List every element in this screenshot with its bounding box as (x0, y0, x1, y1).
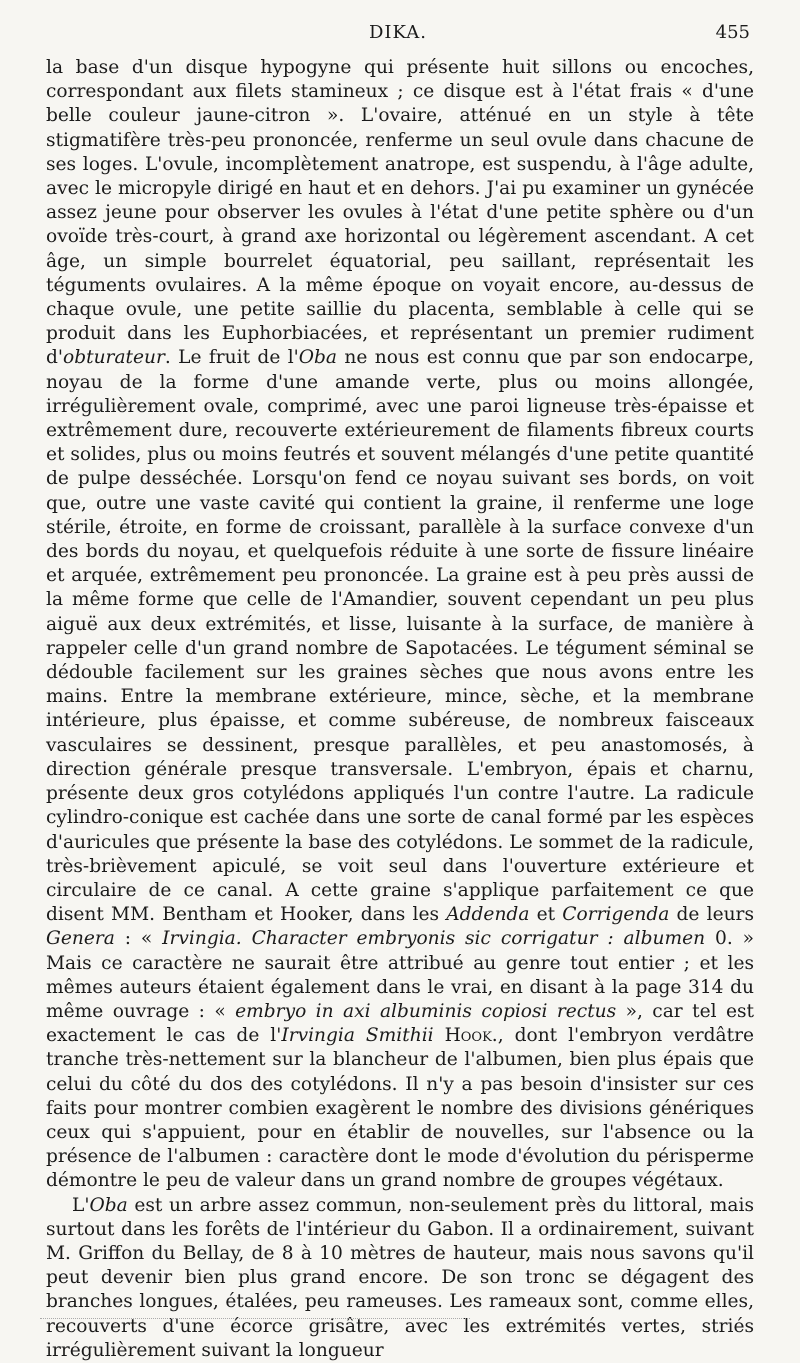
text-run: . Le fruit de l' (164, 347, 299, 369)
paragraph-1 (46, 56, 754, 1194)
italic-term: Addenda (446, 904, 530, 926)
text-run: , dont l'embryon verdâtre tranche très-nettement sur la blancheur de l'albumen, bien plus épais que celui du côté du dos des cotylédons. Il n'y a pas besoin d'insister sur ces faits pour montrer combien exagèrent le nombre des divisions génériques ceux qui s'appuient, pour en établir de nouvelles, sur l'absence ou la présence de l'albumen : caractère dont le mode d'évolution du périsperme démontre le peu de valeur dans un grand nombre de groupes végétaux. (46, 1025, 754, 1192)
italic-term: Irvingia Smithii (281, 1025, 434, 1047)
text-run: », car tel est exactement le cas de l' (46, 1000, 754, 1047)
body-text (46, 56, 754, 1363)
page-number: 455 (715, 22, 750, 43)
italic-term: obturateur (63, 347, 165, 369)
italic-quote: Irvingia. Character embryonis sic corrigatur : albumen (162, 928, 706, 950)
italic-term: Oba (298, 347, 338, 369)
text-run: L' (72, 1194, 90, 1216)
text-run: la base d'un disque hypogyne qui présente huit sillons ou encoches, correspondant aux filets stamineux ; ce disque est à l'état frais « d'une belle couleur jaune-citron ». L'ovaire, atténué en un style à tête stigmatifère très-peu prononcée, renferme un seul ovule dans chacune de ses loges. L'ovule, incomplètement anatrope, est suspendu, à l'âge adulte, avec le micropyle dirigé en haut et en dehors. J'ai pu examiner un gynécée assez jeune pour observer les ovules à l'état d'une petite sphère ou d'un ovoïde très-court, à grand axe horizontal ou légèrement ascendant. A cet âge, un simple bourrelet équatorial, peu saillant, représentait les téguments ovulaires. A la même époque on voyait encore, au-dessus de chaque ovule, une petite saillie du placenta, semblable à celle qui se produit dans les Euphorbiacées, et représentant un premier rudiment d' (46, 57, 754, 369)
paragraph-2 (46, 1194, 754, 1363)
text-run: ne nous est connu que par son endocarpe, noyau de la forme d'une amande verte, plus ou moins allongée, irrégulièrement ovale, comprimé, avec une paroi ligneuse très-épaisse et extrêmement dure, recouverte extérieurement de filaments fibreux courts et solides, plus ou moins feutrés et souvent mélangés d'une petite quantité de pulpe desséchée. Lorsqu'on fend ce noyau suivant ses bords, on voit que, outre une vaste cavité qui contient la graine, il renferme une loge stérile, étroite, en forme de croissant, parallèle à la surface convexe d'un des bords du noyau, et quelquefois réduite à une sorte de fissure linéaire et arquée, extrêmement peu prononcée. La graine est à peu près aussi de la même forme que celle de l'Amandier, souvent cependant un peu plus aiguë aux deux extrémités, et lisse, luisante à la surface, de manière à rappeler celle d'un grand nombre de Sapotacées. Le tégument séminal se dédouble facilement sur les graines sèches que nous avons entre les mains. Entre la membrane extérieure, mince, sèche, et la membrane intérieure, plus épaisse, et comme subéreuse, de nombreux faisceaux vasculaires se dessinent, presque parallèles, et peu anastomosés, à direction générale presque transversale. L'embryon, épais et charnu, présente deux gros cotylédons appliqués l'un contre l'autre. La radicule cylindro-conique est cachée dans une sorte de canal formé par les espèces d'auricules que présente la base des cotylédons. Le sommet de la radicule, très-brièvement apiculé, se voit seul dans l'ouverture extérieure et circulaire de ce canal. A cette graine s'applique parfaitement ce que disent MM. Bentham et Hooker, dans les (46, 347, 754, 926)
running-title: DIKA. (369, 22, 427, 43)
italic-term: Oba (89, 1194, 128, 1216)
text-run: de leurs (669, 904, 754, 926)
running-head (46, 22, 750, 46)
text-run: : « (114, 928, 163, 950)
text-run: et (529, 904, 563, 926)
italic-term: Genera (46, 928, 115, 950)
italic-term: Corrigenda (562, 904, 670, 926)
text-run: est un arbre assez commun, non-seulement près du littoral, mais surtout dans les forêts de l'intérieur du Gabon. Il a ordinairement, suivant M. Griffon du Bellay, de 8 à 10 mètres de hauteur, mais nous savons qu'il peut devenir bien plus grand encore. De son tronc se dégagent des branches longues, étalées, peu rameuses. Les rameaux sont, comme elles, recouverts d'une écorce grisâtre, avec les extrémités vertes, striés irrégulièrement suivant la longueur (46, 1194, 754, 1361)
page-footer-rule (40, 1318, 470, 1319)
author-abbrev: Hook. (444, 1025, 498, 1047)
italic-quote: embryo in axi albuminis copiosi rectus (235, 1000, 617, 1022)
text-run: 0. » Mais ce caractère ne saurait être attribué au genre tout entier ; et les mêmes auteurs étaient également dans le vrai, en disant à la page 314 du même ouvrage : « (46, 928, 755, 1022)
